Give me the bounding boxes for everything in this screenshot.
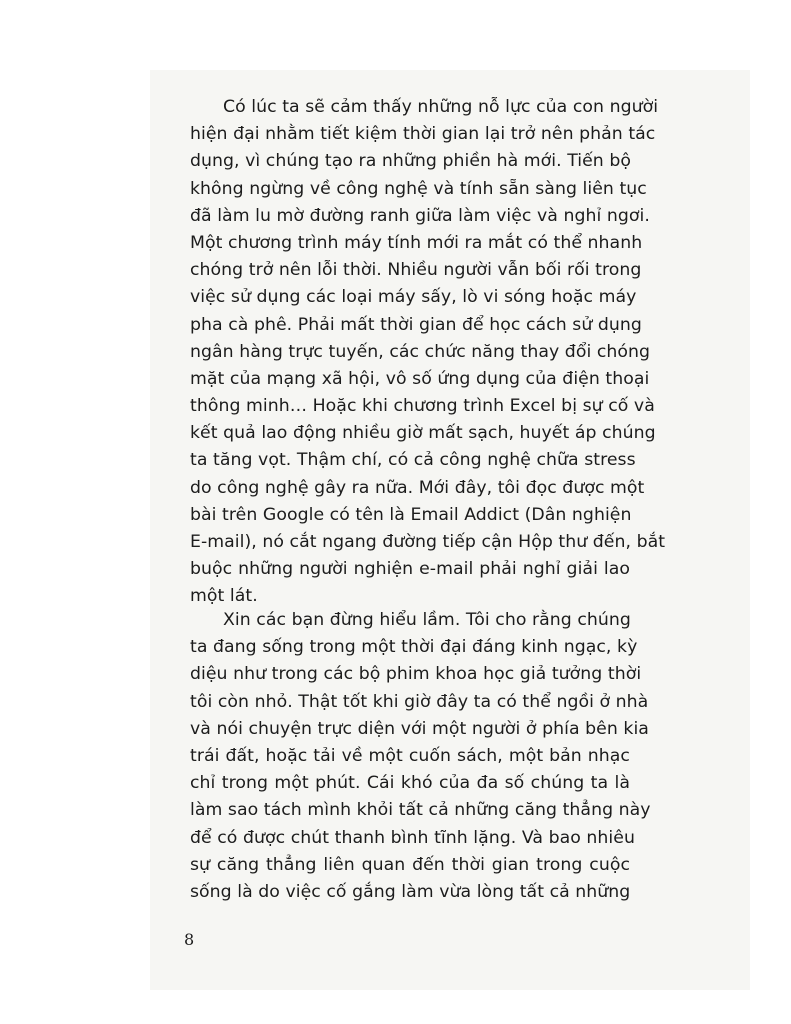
text-line: chỉ trong một phút. Cái khó của đa số chúng ta là (190, 773, 630, 794)
text-line: một lát. (190, 586, 258, 607)
page-number: 8 (184, 930, 195, 949)
text-line: Xin các bạn đừng hiểu lầm. Tôi cho rằng chúng (223, 610, 631, 630)
text-line: dụng, vì chúng tạo ra những phiền hà mới. Tiến bộ (190, 151, 631, 172)
text-line: và nói chuyện trực diện với một người ở phía bên kia (190, 718, 649, 739)
text-line: kết quả lao động nhiều giờ mất sạch, huyết áp chúng (190, 423, 656, 444)
text-line: ngân hàng trực tuyến, các chức năng thay đổi chóng (190, 341, 651, 362)
text-line: ta đang sống trong một thời đại đáng kinh ngạc, kỳ (190, 637, 638, 658)
text-line: bài trên Google có tên là Email Addict (Dân nghiện (190, 504, 632, 525)
text-line: buộc những người nghiện e-mail phải nghỉ giải lao (190, 559, 630, 580)
text-line: tôi còn nhỏ. Thật tốt khi giờ đây ta có thể ngồi ở nhà (190, 691, 649, 712)
text-line: ta tăng vọt. Thậm chí, có cả công nghệ chữa stress (190, 450, 636, 471)
text-line: việc sử dụng các loại máy sấy, lò vi sóng hoặc máy (190, 287, 637, 308)
text-line: do công nghệ gây ra nữa. Mới đây, tôi đọc được một (190, 477, 645, 498)
text-line: hiện đại nhằm tiết kiệm thời gian lại trở nên phản tác (190, 124, 656, 145)
paragraph-2 (190, 607, 651, 906)
text-line: thông minh… Hoặc khi chương trình Excel bị sự cố và (190, 396, 655, 417)
text-line: Có lúc ta sẽ cảm thấy những nỗ lực của con người (223, 97, 659, 117)
text-line: trái đất, hoặc tải về một cuốn sách, một bản nhạc (190, 745, 630, 766)
text-line: để có được chút thanh bình tĩnh lặng. Và bao nhiêu (190, 827, 635, 848)
text-line: sống là do việc cố gắng làm vừa lòng tất cả những (190, 881, 631, 902)
text-line: sự căng thẳng liên quan đến thời gian trong cuộc (190, 854, 630, 875)
text-line: diệu như trong các bộ phim khoa học giả tưởng thời (190, 664, 642, 685)
text-line: đã làm lu mờ đường ranh giữa làm việc và nghỉ ngơi. (190, 205, 650, 226)
text-line: pha cà phê. Phải mất thời gian để học cách sử dụng (190, 314, 642, 335)
paragraph-1 (190, 94, 666, 611)
text-line: E-mail), nó cắt ngang đường tiếp cận Hộp thư đến, bắt (190, 532, 666, 552)
text-line: làm sao tách mình khỏi tất cả những căng thẳng này (190, 800, 651, 821)
text-line: Một chương trình máy tính mới ra mắt có thể nhanh (190, 232, 643, 253)
text-line: chóng trở nên lỗi thời. Nhiều người vẫn bối rối trong (190, 260, 642, 281)
text-line: mặt của mạng xã hội, vô số ứng dụng của điện thoại (190, 368, 650, 389)
text-line: không ngừng về công nghệ và tính sẵn sàng liên tục (190, 178, 647, 199)
